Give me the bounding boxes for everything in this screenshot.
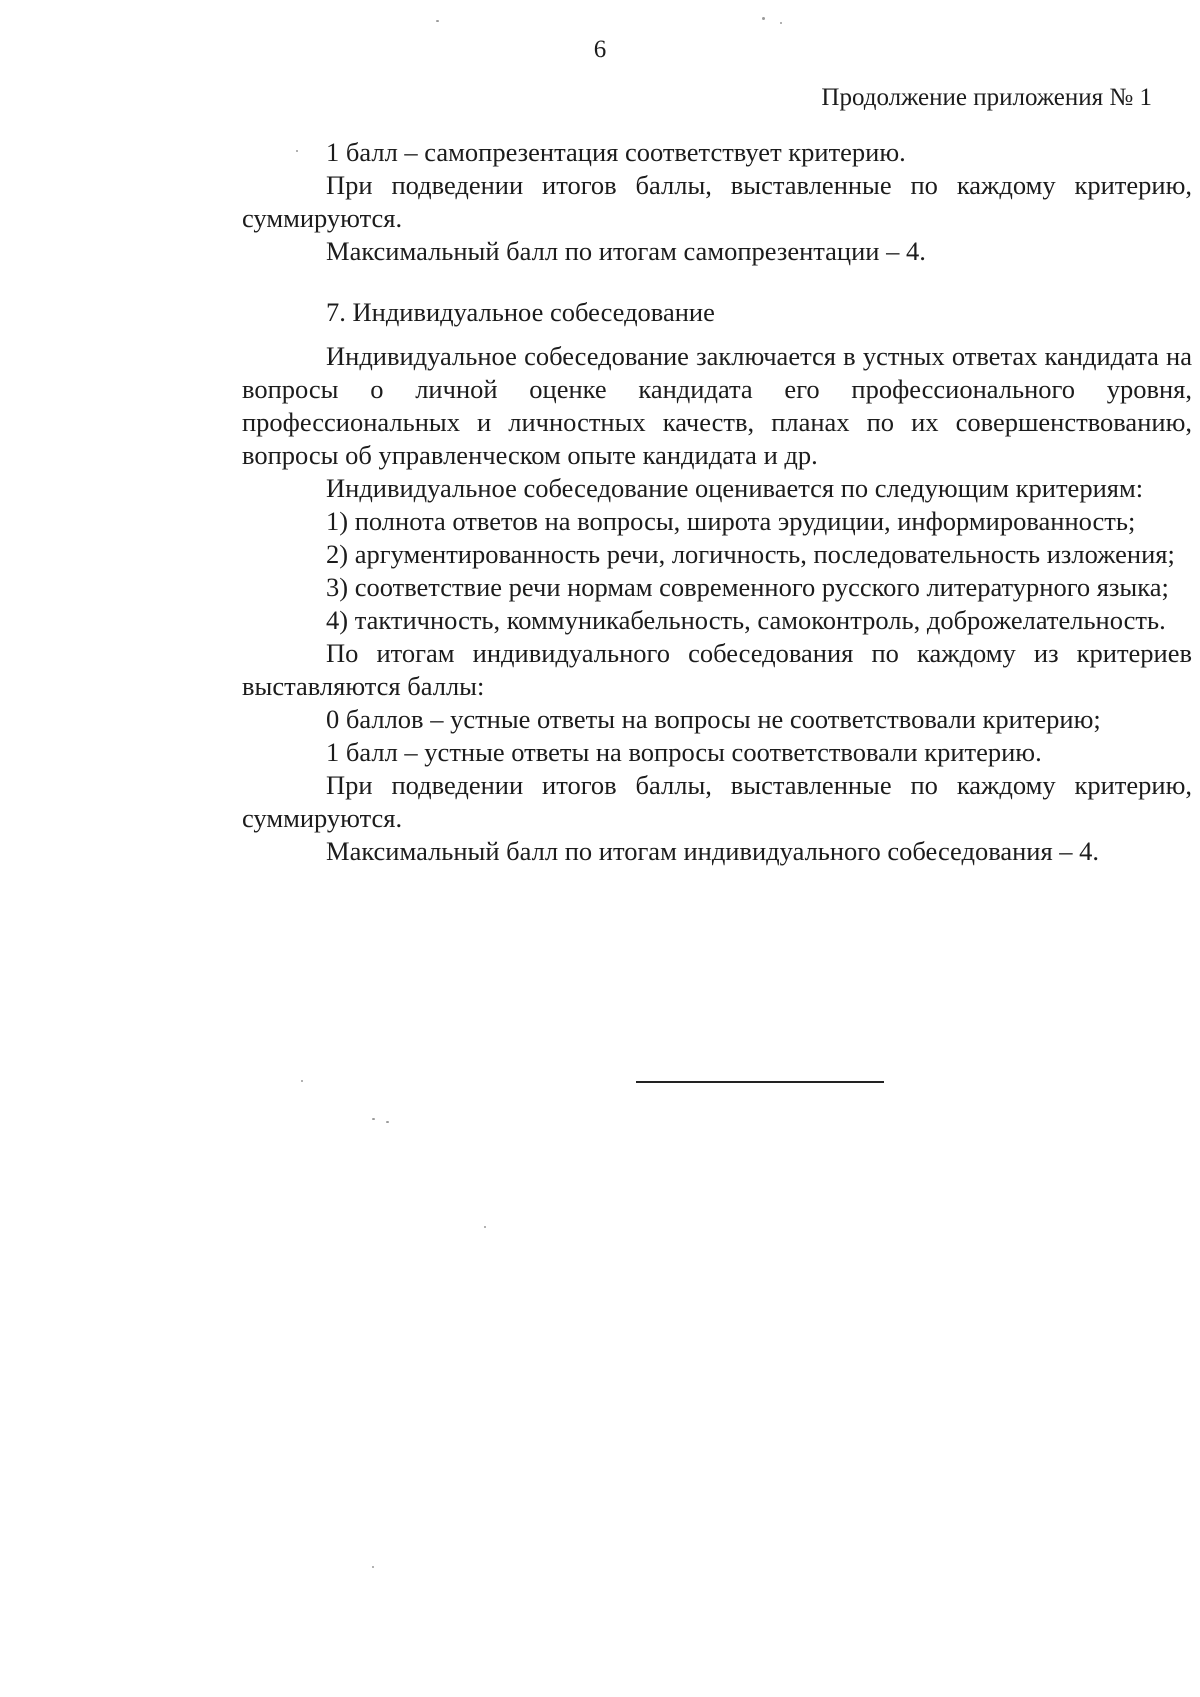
criteria-item: 3) соответствие речи нормам современного русского литературного языка; xyxy=(326,572,1169,602)
scan-speck xyxy=(436,20,439,22)
paragraph: Максимальный балл по итогам самопрезентации – 4. xyxy=(326,236,926,266)
paragraph: При подведении итогов баллы, выставленные по каждому критерию, суммируются. xyxy=(242,770,1192,833)
paragraph: По итогам индивидуального собеседования по каждому из критериев выставляются баллы: xyxy=(242,638,1192,701)
document-body xyxy=(242,136,1192,868)
page-number: 6 xyxy=(593,36,607,63)
scan-speck xyxy=(780,22,782,24)
scan-speck xyxy=(762,17,765,20)
score-item: 0 баллов – устные ответы на вопросы не соответствовали критерию; xyxy=(326,704,1101,734)
end-of-text-rule xyxy=(636,1081,884,1083)
paragraph: При подведении итогов баллы, выставленные по каждому критерию, суммируются. xyxy=(242,170,1192,233)
scan-speck xyxy=(301,1080,303,1082)
paragraph: Индивидуальное собеседование оценивается по следующим критериям: xyxy=(326,473,1144,503)
score-item: 1 балл – устные ответы на вопросы соответствовали критерию. xyxy=(326,737,1042,767)
criteria-item: 2) аргументированность речи, логичность, последовательность изложения; xyxy=(326,539,1175,569)
criteria-item: 4) тактичность, коммуникабельность, самоконтроль, доброжелательность. xyxy=(326,605,1166,635)
scan-speck xyxy=(372,1118,375,1120)
appendix-continuation-label: Продолжение приложения № 1 xyxy=(821,84,1152,111)
paragraph: Максимальный балл по итогам индивидуального собеседования – 4. xyxy=(326,836,1100,866)
section-heading: 7. Индивидуальное собеседование xyxy=(326,297,715,327)
scan-speck xyxy=(296,150,298,152)
scan-speck xyxy=(372,1566,374,1568)
scan-speck xyxy=(386,1121,389,1123)
criteria-item: 1) полнота ответов на вопросы, широта эрудиции, информированность; xyxy=(326,506,1136,536)
scan-speck xyxy=(484,1226,486,1228)
paragraph: 1 балл – самопрезентация соответствует критерию. xyxy=(326,137,906,167)
paragraph: Индивидуальное собеседование заключается в устных ответах кандидата на вопросы о личной оценке кандидата его профессионального уровня, профессиональных и личностных качеств, планах по их совершенствованию, вопросы об управленческом опыте кандидата и др. xyxy=(242,341,1192,470)
